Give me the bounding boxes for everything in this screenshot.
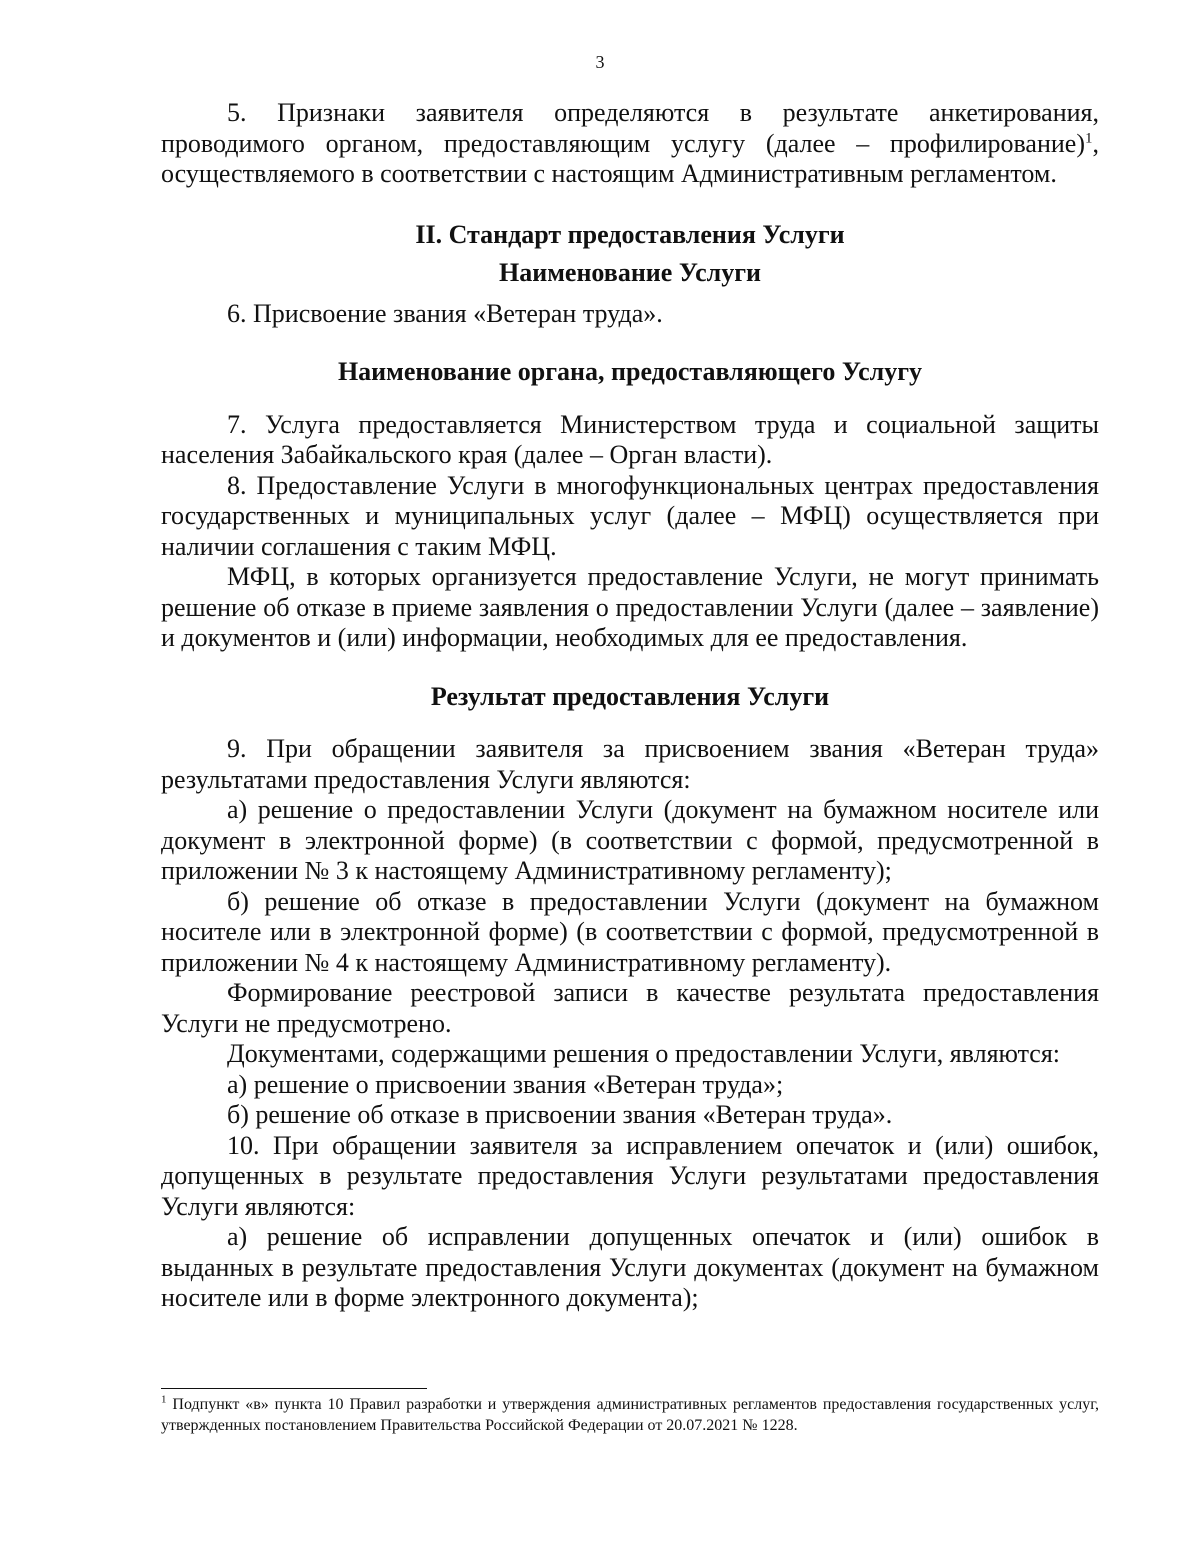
document-body (161, 98, 1099, 1314)
paragraph-7: 7. Услуга предоставляется Министерством труда и социальной защиты населения Забайкальского края (далее – Орган власти). (161, 409, 1099, 469)
paragraph-10a: а) решение об исправлении допущенных опечаток и (или) ошибок в выданных в результате предоставления Услуги документах (документ на бумажном носителе или в форме электронного документа); (161, 1222, 1099, 1312)
paragraph-docs-b: б) решение об отказе в присвоении звания «Ветеран труда». (227, 1100, 893, 1129)
paragraph-registry: Формирование реестровой записи в качестве результата предоставления Услуги не предусмотрено. (161, 978, 1099, 1038)
paragraph-10: 10. При обращении заявителя за исправлением опечаток и (или) ошибок, допущенных в результате предоставления Услуги результатами предоставления Услуги являются: (161, 1130, 1099, 1221)
page-number: 3 (595, 52, 605, 72)
footnote-reference: 1 (1085, 129, 1093, 146)
footnote (161, 1394, 1099, 1436)
paragraph-5-text-after: , осуществляемого в соответствии с настоящим Административным регламентом. (161, 128, 1099, 188)
paragraph-8-mfc: МФЦ, в которых организуется предоставление Услуги, не могут принимать решение об отказе в приеме заявления о предоставлении Услуги (далее – заявление) и документов и (или) информации, необходимых для ее предоставления. (161, 562, 1099, 652)
paragraph-9a: а) решение о предоставлении Услуги (документ на бумажном носителе или документ в электронной форме) (в соответствии с формой, предусмотренной в приложении № 3 к настоящему Административному регламенту); (161, 795, 1099, 885)
paragraph-8: 8. Предоставление Услуги в многофункциональных центрах предоставления государственных и муниципальных услуг (далее – МФЦ) осуществляется при наличии соглашения с таким МФЦ. (161, 470, 1099, 561)
footnote-text: Подпункт «в» пункта 10 Правил разработки и утверждения административных регламентов предоставления государственных услуг, утвержденных постановлением Правительства Российской Федерации от 20.07.2021 № 1228. (161, 1396, 1099, 1434)
footnote-mark: 1 (161, 1393, 167, 1406)
subheading-service-name: Наименование Услуги (498, 258, 762, 287)
subheading-authority: Наименование органа, предоставляющего Услугу (337, 357, 923, 386)
paragraph-9b: б) решение об отказе в предоставлении Услуги (документ на бумажном носителе или в электронной форме) (в соответствии с формой, предусмотренной в приложении № 4 к настоящему Административному регламенту). (161, 886, 1099, 977)
subheading-result: Результат предоставления Услуги (430, 681, 830, 711)
paragraph-docs-a: а) решение о присвоении звания «Ветеран труда»; (227, 1069, 784, 1099)
paragraph-documents: Документами, содержащими решения о предоставлении Услуги, являются: (227, 1039, 1061, 1068)
paragraph-9: 9. При обращении заявителя за присвоением звания «Ветеран труда» результатами предоставления Услуги являются: (161, 734, 1099, 794)
paragraph-6: 6. Присвоение звания «Ветеран труда». (227, 298, 663, 328)
paragraph-5-text: 5. Признаки заявителя определяются в результате анкетирования, проводимого органом, предоставляющим услугу (далее – профилирование) (161, 98, 1099, 158)
section-heading-standard: II. Стандарт предоставления Услуги (415, 219, 845, 249)
paragraph-5 (161, 98, 1099, 190)
footnote-divider (161, 1388, 427, 1389)
